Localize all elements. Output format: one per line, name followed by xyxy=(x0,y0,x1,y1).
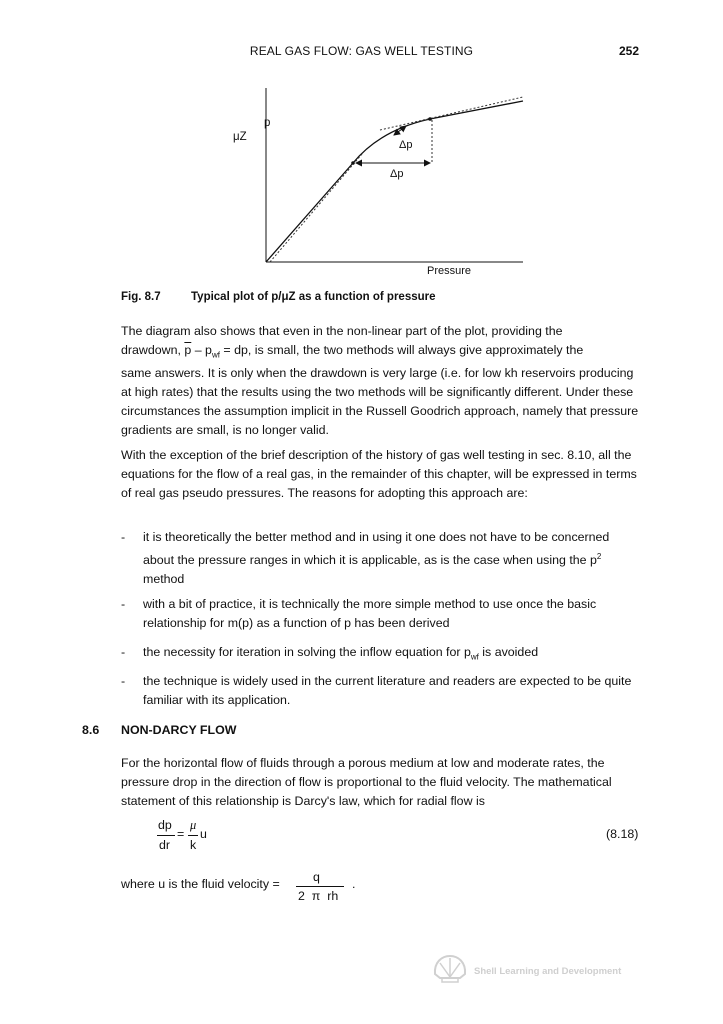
paragraph-1 xyxy=(121,322,641,440)
equation-number: (8.18) xyxy=(606,827,639,841)
paragraph-1-rest: same answers. It is only when the drawdown is very large (i.e. for low kh reservoirs producing at high rates) that the results using the two methods will be significantly different. Under these circumstances the assumption implicit in the Russell Goodrich approach, namely that pressure gradients are small, is no longer valid. xyxy=(121,366,639,438)
shell-logo-icon xyxy=(432,954,468,984)
delta-p-upper-label: Δp xyxy=(399,139,413,151)
paragraph-1-line-2: drawdown, $\overline{p} - p_{wf}$ = dp, is small, the two methods will always give approximately the xyxy=(121,343,584,360)
upper-tangent xyxy=(380,97,523,130)
figure-plot xyxy=(0,0,723,290)
eq-k: k xyxy=(190,838,197,852)
p-bar: $\overline{p}$ xyxy=(184,343,192,357)
paragraph-1-line-1: The diagram also shows that even in the non-linear part of the plot, providing the xyxy=(121,324,563,338)
footer-brand: Shell Learning and Development xyxy=(474,966,622,977)
eq-rhs-fraction-bar xyxy=(188,835,198,836)
eq-mu: μ xyxy=(190,818,197,832)
caption-number: Fig. 8.7 xyxy=(121,291,161,303)
section-title: NON-DARCY FLOW xyxy=(121,723,237,737)
velocity-denominator: 2 π rh xyxy=(298,889,339,903)
eq-equals: = xyxy=(177,827,185,841)
curve-point-right xyxy=(428,117,432,121)
caption-text: Typical plot of p/μZ as a function of pressure xyxy=(191,291,436,303)
delta-p-lower-label: Δp xyxy=(390,168,404,180)
page-number: 252 xyxy=(618,44,639,58)
eq-u: u xyxy=(200,827,207,841)
x-axis-label: Pressure xyxy=(427,265,472,277)
paragraph-3: For the horizontal flow of fluids through a porous medium at low and moderate rates, the pressure drop in the direction of flow is proportional to the fluid velocity. The mathematical statement of this relationship is Darcy's law, which for radial flow is xyxy=(121,756,612,808)
y-label-p: p xyxy=(264,117,271,129)
eq-lhs-fraction-bar xyxy=(157,835,175,836)
velocity-fraction-bar xyxy=(296,886,344,887)
running-header-title: REAL GAS FLOW: GAS WELL TESTING xyxy=(249,44,474,58)
section-number: 8.6 xyxy=(82,723,100,737)
velocity-text: where u is the fluid velocity = xyxy=(121,877,280,891)
pz-curve xyxy=(266,101,523,262)
paragraph-2: With the exception of the brief description of the history of gas well testing in sec. 8.10, all the equations for the flow of a real gas, in the remainder of this chapter, will be expressed in terms of real gas pseudo pressures. The reasons for adopting this approach are: xyxy=(121,448,637,500)
y-label-muz: μZ xyxy=(233,131,247,143)
eq-dp: dp xyxy=(158,818,172,832)
figure-caption xyxy=(121,291,436,303)
eq-dr: dr xyxy=(159,838,171,852)
linear-tangent xyxy=(270,154,362,262)
velocity-period: . xyxy=(352,877,356,891)
velocity-numerator: q xyxy=(313,870,320,884)
curve-point-left xyxy=(351,161,355,165)
